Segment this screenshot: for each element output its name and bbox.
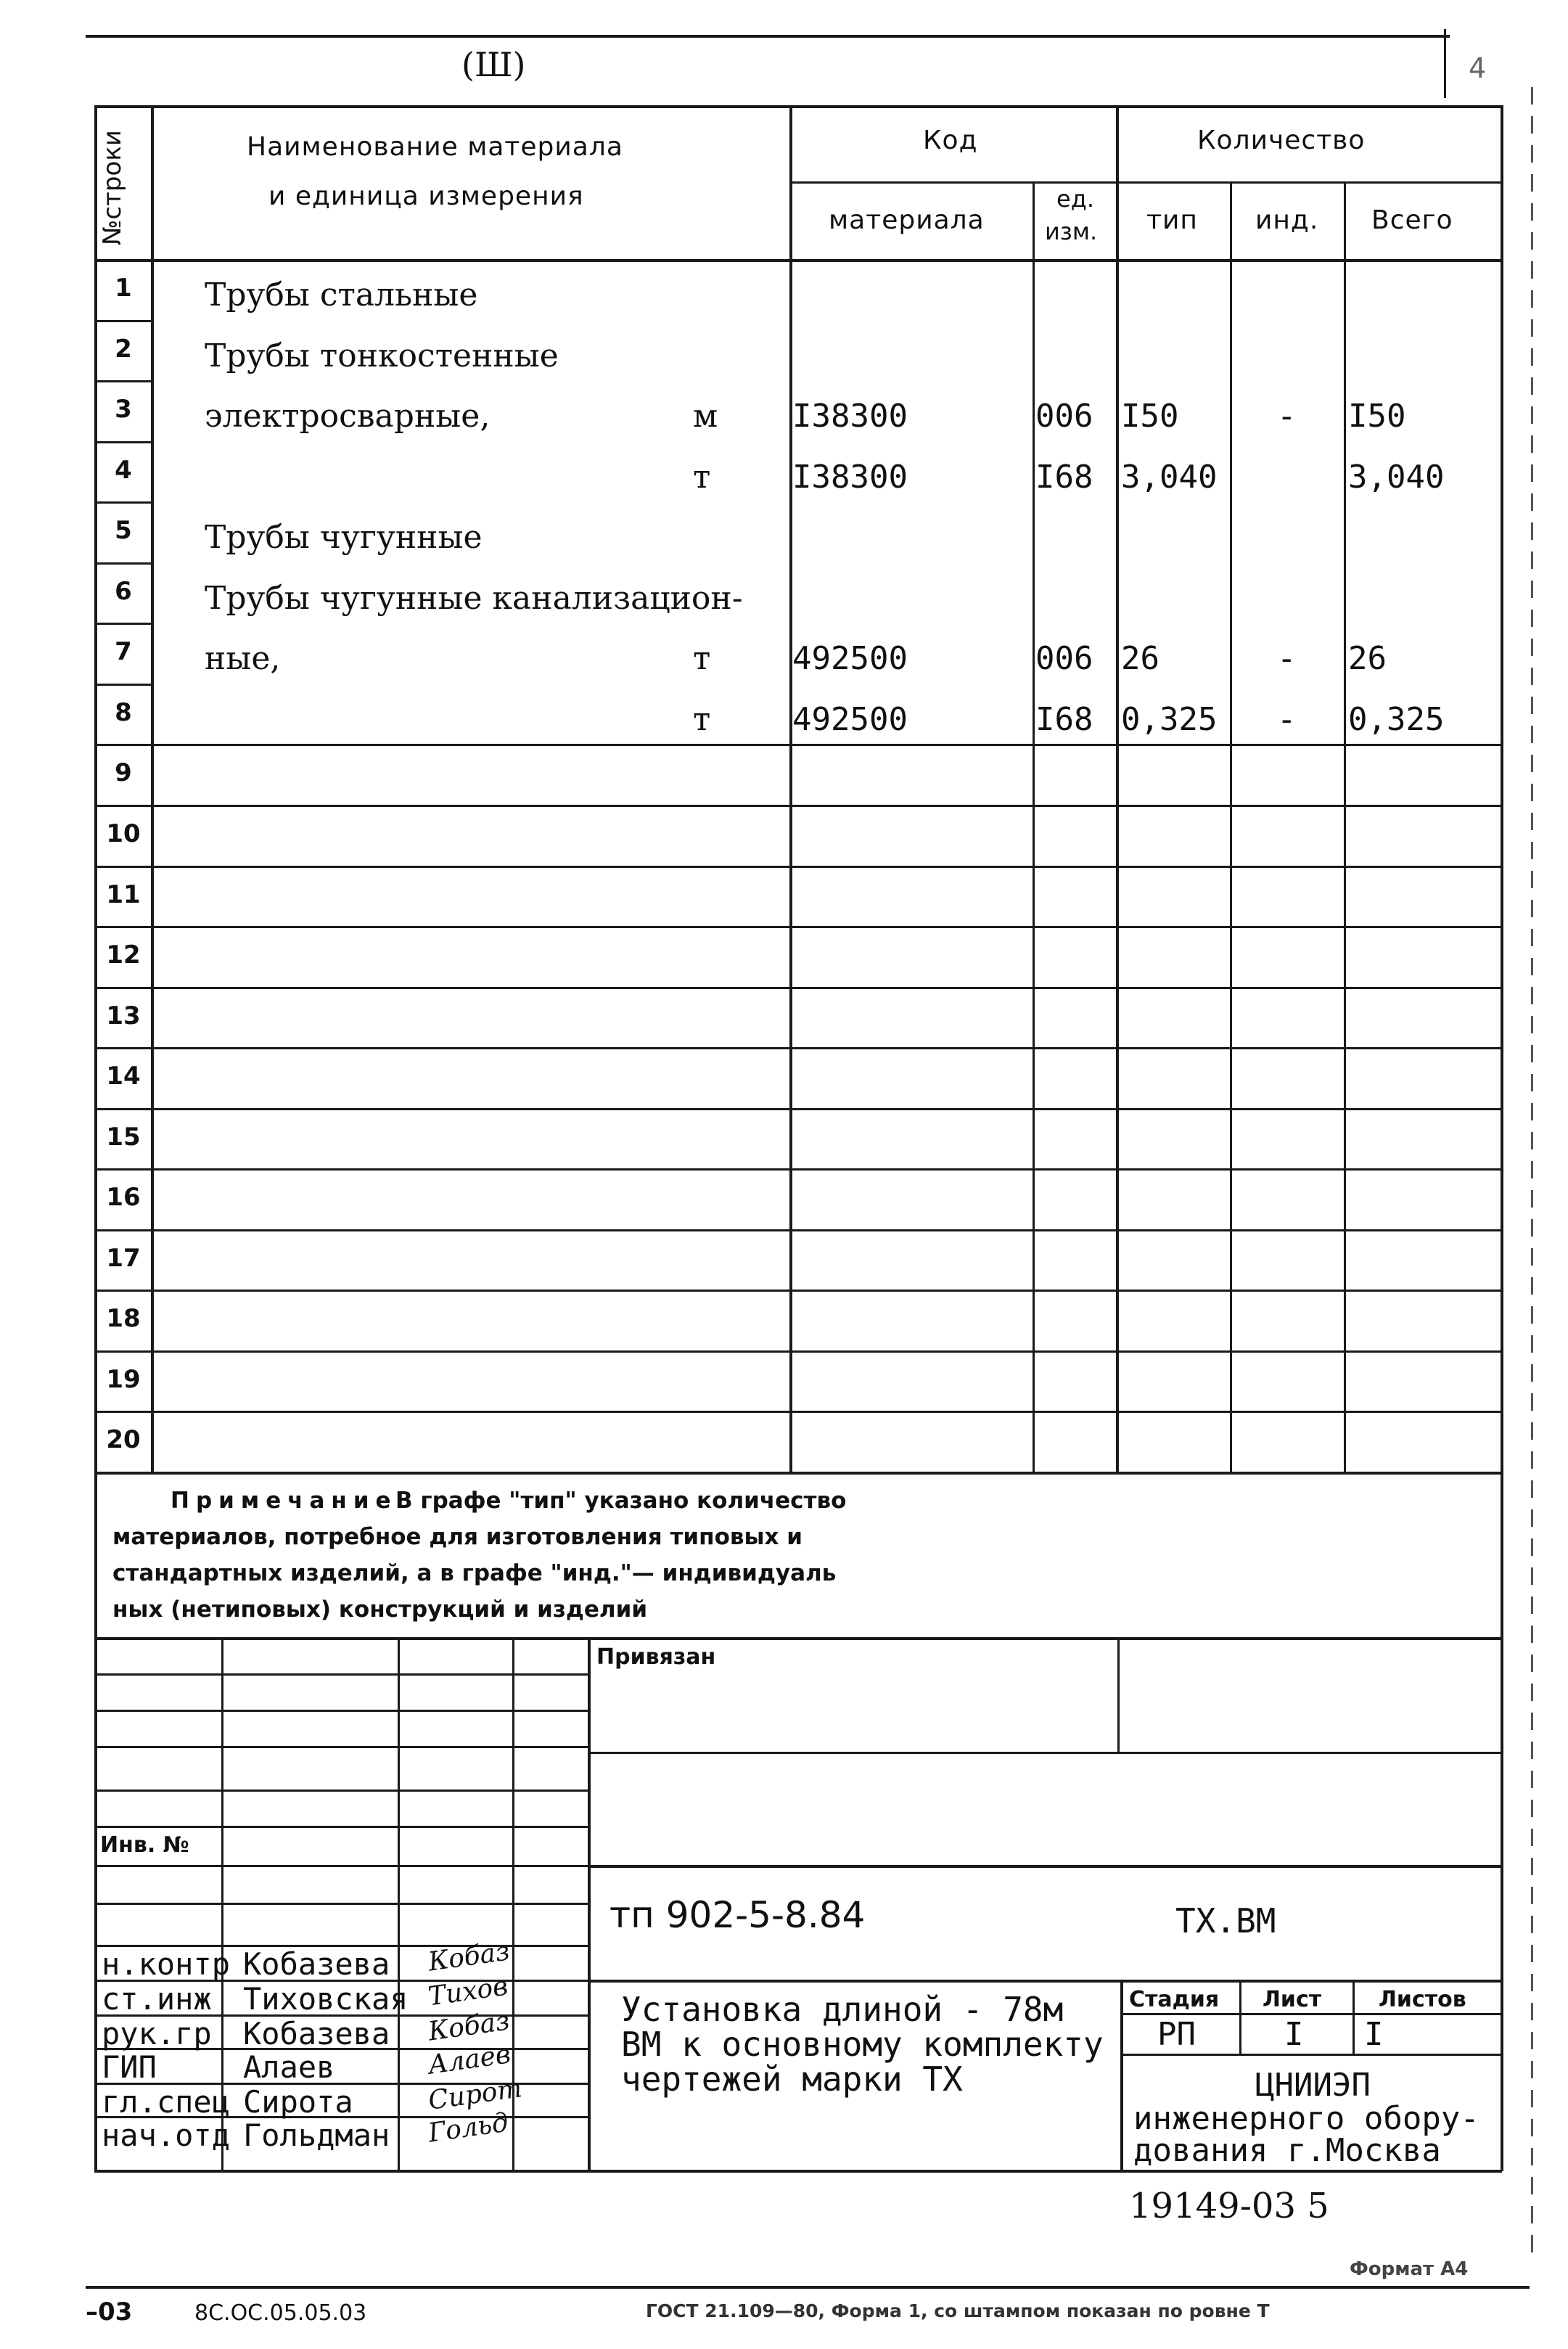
row-number: 15	[106, 1122, 141, 1152]
row-number: 1	[115, 274, 132, 303]
row-number: 9	[115, 758, 132, 788]
row-divider	[94, 866, 1502, 868]
sub-material-header: материала	[829, 205, 985, 235]
col-quantity-header: Количество	[1197, 126, 1366, 155]
cell-unit-code: I68	[1035, 700, 1093, 738]
signatory-role: гл.спец	[102, 2084, 231, 2120]
row-number: 5	[115, 516, 132, 546]
note-line-4: ных (нетиповых) конструкций и изделий	[112, 1596, 648, 1623]
row-divider	[94, 562, 152, 565]
row-divider	[94, 926, 1502, 928]
col-name-header-line2: и единица измерения	[268, 181, 584, 211]
cell-unit-code: I68	[1035, 458, 1093, 496]
row-divider	[94, 1168, 1502, 1171]
row-number: 11	[106, 880, 141, 909]
row-number: 3	[115, 395, 132, 425]
cell-total: I50	[1348, 398, 1406, 435]
row-divider	[94, 987, 1502, 989]
row-number: 20	[106, 1425, 141, 1455]
handwritten-signature: Кобаз	[426, 1936, 512, 1977]
org-line-1: ЦНИИЭП	[1255, 2067, 1371, 2104]
title-line-2: ВМ к основному комплекту	[621, 2025, 1104, 2064]
sheet-label: Лист	[1263, 1987, 1322, 2012]
stage-value: РП	[1157, 2016, 1196, 2053]
note-line-2: материалов, потребное для изготовления типовых и	[112, 1524, 803, 1550]
row-divider	[94, 744, 1502, 746]
signatory-name: Сирота	[243, 2084, 353, 2120]
right-margin-dash	[1531, 87, 1533, 2264]
sub-unit-header-line2: изм.	[1045, 218, 1098, 245]
cell-ind: -	[1277, 398, 1297, 435]
row-divider	[94, 1411, 1502, 1413]
note-heading: Примечание	[171, 1488, 398, 1514]
cell-type: I50	[1121, 398, 1179, 435]
row-divider	[94, 380, 152, 382]
handwritten-signature: Сирот	[426, 2073, 524, 2116]
signatory-name: Тиховская	[243, 1981, 409, 2017]
cell-type: 0,325	[1121, 700, 1218, 738]
page-number-divider	[1444, 29, 1446, 98]
stage-label: Стадия	[1129, 1987, 1220, 2012]
row-divider	[94, 320, 152, 322]
footer-gost: ГОСТ 21.109—80, Форма 1, со штампом показан по ровне Т	[646, 2300, 1270, 2321]
note-line-3: стандартных изделий, а в графе "инд."— индивидуаль	[112, 1560, 837, 1586]
handwritten-signature: Гольд	[426, 2107, 511, 2149]
org-line-2: инженерного обору-	[1133, 2100, 1479, 2137]
row-divider	[94, 1047, 1502, 1049]
row-divider	[94, 805, 1502, 807]
footer-left-code: –03	[86, 2297, 133, 2327]
row-number: 10	[106, 819, 141, 848]
archive-number: 19149-03 5	[1129, 2186, 1329, 2226]
row-number: 18	[106, 1304, 141, 1334]
handwritten-signature: Кобаз	[426, 2006, 512, 2047]
row-divider	[94, 684, 152, 686]
note-line-1: В графе "тип" указано количество	[395, 1488, 847, 1514]
row-number: 16	[106, 1183, 141, 1213]
cell-type: 3,040	[1121, 458, 1218, 496]
cell-name: Трубы чугунные канализацион-	[205, 579, 743, 617]
col-code-header: Код	[923, 126, 978, 155]
cell-code: 492500	[792, 640, 908, 678]
row-number: 6	[115, 576, 132, 606]
cell-name: Трубы чугунные	[205, 519, 483, 557]
row-divider	[94, 1108, 1502, 1110]
cell-unit-code: 006	[1035, 398, 1093, 435]
sub-total-header: Всего	[1371, 205, 1453, 235]
cell-unit-code: 006	[1035, 640, 1093, 678]
cell-unit: т	[693, 700, 711, 738]
cell-total: 26	[1348, 640, 1387, 678]
signatory-role: ст.инж	[102, 1981, 212, 2017]
footer-series-code: 8С.ОС.05.05.03	[194, 2300, 367, 2326]
signatory-role: рук.гр	[102, 2016, 212, 2051]
sheets-value: I	[1364, 2016, 1384, 2053]
cell-code: I38300	[792, 458, 908, 496]
cell-code: 492500	[792, 700, 908, 738]
signatory-role: ГИП	[102, 2049, 157, 2085]
col-name-header-line1: Наименование материала	[247, 132, 623, 162]
inventory-number-label: Инв. №	[100, 1832, 189, 1858]
sub-ind-header: инд.	[1255, 205, 1319, 235]
top-rule	[86, 35, 1450, 38]
cell-unit: т	[693, 458, 711, 496]
handwritten-signature: Алаев	[426, 2039, 513, 2081]
row-divider	[94, 1350, 1502, 1353]
row-divider	[94, 501, 152, 504]
sheet-value: I	[1284, 2016, 1304, 2053]
cell-name: Трубы тонкостенные	[205, 337, 559, 374]
sub-unit-header-line1: ед.	[1056, 185, 1094, 213]
bound-label: Привязан	[596, 1644, 716, 1670]
row-number: 7	[115, 637, 132, 667]
row-number: 12	[106, 940, 141, 970]
title-line-3: чертежей марки ТХ	[621, 2059, 963, 2099]
cell-total: 3,040	[1348, 458, 1445, 496]
signatory-name: Алаев	[243, 2049, 335, 2085]
signatory-name: Кобазева	[243, 1946, 390, 1982]
cell-type: 26	[1121, 640, 1159, 678]
page-number: 4	[1469, 52, 1487, 84]
row-divider	[94, 1290, 1502, 1292]
cell-total: 0,325	[1348, 700, 1445, 738]
cell-name: ные,	[205, 640, 281, 678]
row-divider	[94, 623, 152, 625]
signatory-role: н.контр	[102, 1946, 231, 1982]
cell-name: Трубы стальные	[205, 276, 478, 313]
doc-mark: ТХ.ВМ	[1175, 1901, 1276, 1940]
cell-ind: -	[1277, 640, 1297, 678]
row-number: 14	[106, 1062, 141, 1091]
row-number: 2	[115, 334, 132, 364]
row-number: 17	[106, 1243, 141, 1273]
cell-ind: -	[1277, 700, 1297, 738]
cell-name: электросварные,	[205, 398, 490, 435]
sheets-label: Листов	[1379, 1987, 1466, 2012]
format-label: Формат А4	[1350, 2258, 1469, 2280]
section-mark: (Ш)	[461, 45, 526, 84]
row-number: 4	[115, 455, 132, 485]
org-line-3: дования г.Москва	[1133, 2132, 1441, 2169]
signatory-name: Кобазева	[243, 2016, 390, 2051]
row-number: 19	[106, 1364, 141, 1394]
cell-unit: т	[693, 640, 711, 678]
signatory-role: нач.отд	[102, 2118, 231, 2153]
handwritten-signature: Тихов	[426, 1971, 510, 2012]
doc-code: тп 902-5-8.84	[609, 1894, 866, 1936]
cell-code: I38300	[792, 398, 908, 435]
cell-unit: м	[693, 398, 718, 435]
row-number: 13	[106, 1001, 141, 1030]
row-divider	[94, 441, 152, 443]
signatory-name: Гольдман	[243, 2118, 390, 2153]
title-line-1: Установка длиной - 78м	[621, 1990, 1064, 2029]
row-number: 8	[115, 697, 132, 727]
row-divider	[94, 1229, 1502, 1231]
sub-type-header: тип	[1146, 205, 1198, 235]
col-row-number-header: №строки	[98, 130, 127, 245]
